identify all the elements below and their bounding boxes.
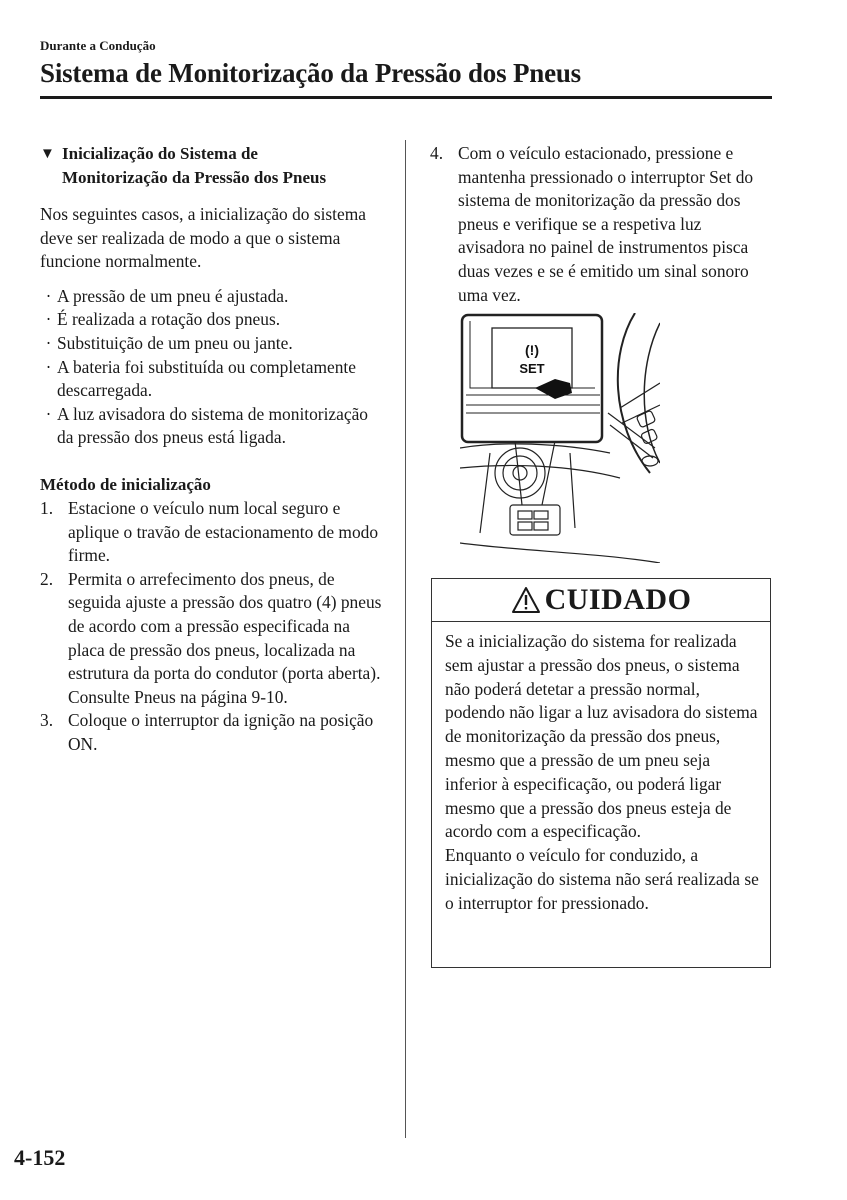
triangle-marker-icon: ▼	[40, 146, 55, 162]
bullet-marker: ·	[45, 309, 52, 330]
step-text: Estacione o veículo num local seguro e aplique o travão de estacionamento de modo firme.	[68, 497, 379, 566]
right-column	[430, 142, 772, 563]
list-item	[430, 142, 772, 307]
set-label: SET	[519, 361, 545, 377]
intro-paragraph: Nos seguintes casos, a inicialização do sistema deve ser realizada de modo a que o sistema funcione normalmente.	[40, 204, 366, 272]
bullet-text: A pressão de um pneu é ajustada.	[57, 285, 289, 306]
step-body	[68, 568, 385, 710]
list-item	[40, 497, 385, 568]
page-number: 4-152	[14, 1145, 66, 1170]
list-item	[40, 568, 385, 710]
bullet-marker: ·	[45, 356, 52, 377]
step-text: Permita o arrefecimento dos pneus, de seguida ajuste a pressão dos quatro (4) pneus de acordo com a pressão especificada na placa de pressão dos pneus, localizada na estrutura da porta do condutor (porta aberta).	[68, 568, 382, 684]
bullet-text: É realizada a rotação dos pneus.	[57, 309, 281, 330]
section-heading-line-2: Monitorização da Pressão dos Pneus	[62, 168, 327, 187]
section-heading-line-1: Inicialização do Sistema de	[62, 144, 258, 163]
page-title: Sistema de Monitorização da Pressão dos Pneus	[40, 58, 581, 88]
title-rule	[40, 96, 772, 99]
bullet-marker: ·	[45, 332, 52, 353]
section-heading	[40, 142, 385, 190]
list-item	[40, 308, 385, 332]
callout-panel	[462, 315, 602, 442]
bullet-text: A bateria foi substituída ou completamente descarregada.	[57, 356, 356, 401]
list-item	[40, 709, 385, 756]
breadcrumb: Durante a Condução	[40, 38, 156, 53]
list-item	[40, 332, 385, 356]
caution-header	[432, 579, 770, 622]
list-item	[40, 403, 385, 450]
step-reference: Consulte Pneus na página 9-10.	[68, 686, 288, 707]
bullet-text: Substituição de um pneu ou jante.	[57, 332, 293, 353]
section-heading-text	[62, 142, 326, 190]
steps-list	[40, 497, 385, 757]
list-item	[40, 285, 385, 309]
method-heading: Método de inicialização	[40, 474, 211, 494]
caution-paragraph: Se a inicialização do sistema for realizada sem ajustar a pressão dos pneus, o sistema não poderá detetar a pressão normal, podendo não ligar a luz avisadora do sistema de monitorização da pressão dos pneus, mesmo que a pressão de um pneu seja inferior à especificação, ou poderá ligar mesmo que a pressão dos pneus esteja de acordo com a especificação.	[445, 631, 758, 842]
bullet-marker: ·	[45, 285, 52, 306]
tpms-icon: (!)	[525, 342, 539, 359]
bullet-marker: ·	[45, 403, 52, 424]
step-number: 3.	[40, 710, 54, 731]
step-number: 2.	[40, 568, 54, 589]
caution-title: CUIDADO	[544, 583, 692, 616]
set-switch-illustration	[460, 313, 660, 563]
left-column	[40, 142, 385, 756]
step-number: 1.	[40, 497, 54, 518]
step-text: Coloque o interruptor da ignição na posição ON.	[68, 710, 374, 754]
step-text: Com o veículo estacionado, pressione e mantenha pressionado o interruptor Set do sistema de monitorização da pressão dos pneus e verifique se a respetiva luz avisadora no painel de instrumentos pisca duas vezes e se é emitido um sinal sonoro uma vez.	[458, 143, 754, 305]
bullet-text: A luz avisadora do sistema de monitorização da pressão dos pneus está ligada.	[57, 403, 369, 448]
column-divider	[405, 140, 406, 1138]
warning-triangle-icon	[511, 586, 541, 614]
bullet-list	[40, 285, 385, 450]
caution-body	[432, 622, 770, 916]
caution-paragraph: Enquanto o veículo for conduzido, a inicialização do sistema não será realizada se o interruptor for pressionado.	[445, 845, 759, 913]
caution-box	[431, 578, 771, 968]
list-item	[40, 356, 385, 403]
steps-list-continued	[430, 142, 772, 307]
step-number: 4.	[430, 143, 444, 163]
